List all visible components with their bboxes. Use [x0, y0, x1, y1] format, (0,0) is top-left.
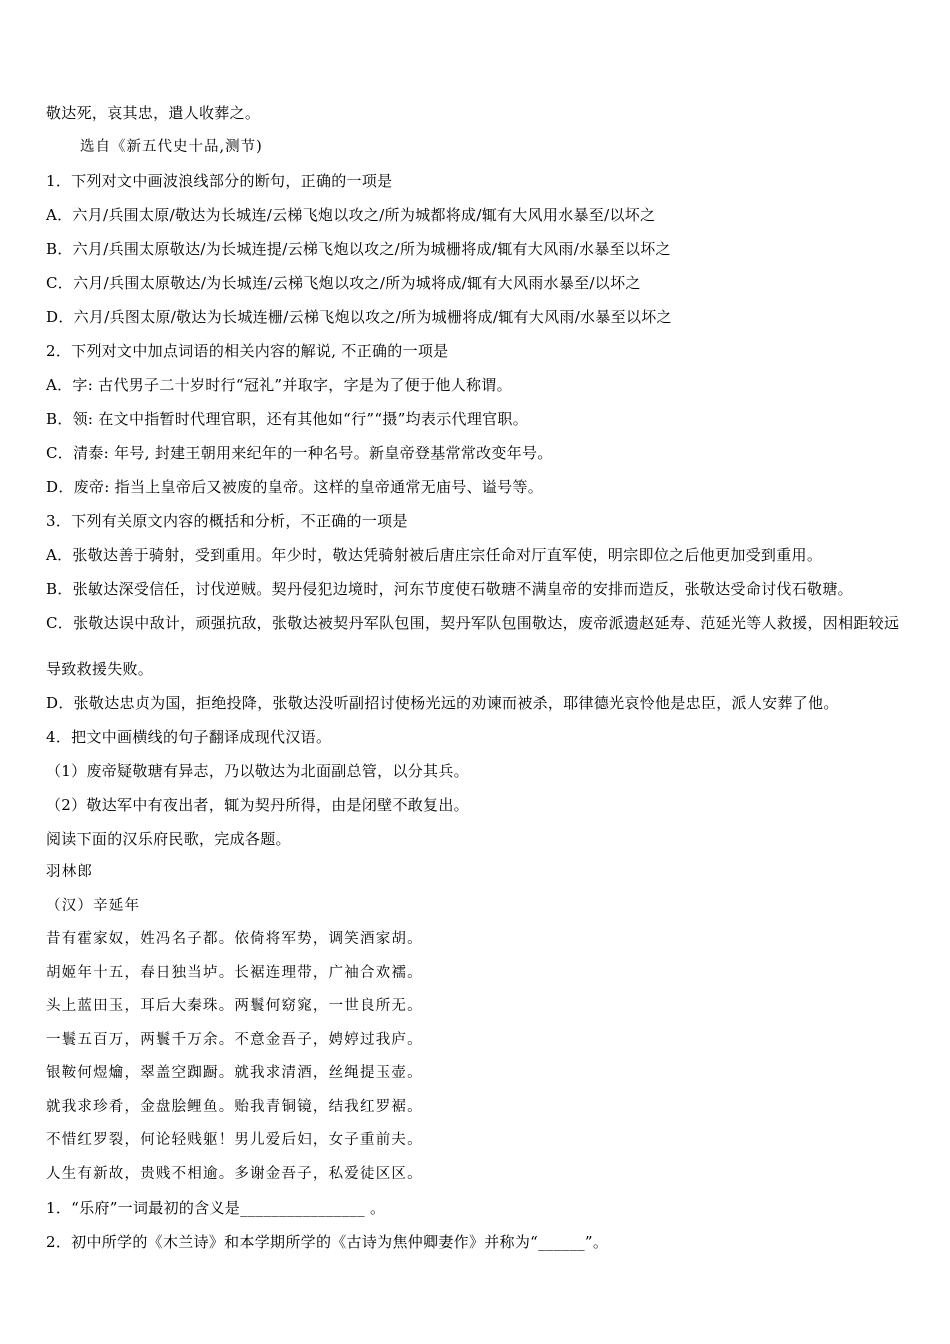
question-2-option-c: C．清泰: 年号, 封建王朝用来纪年的一种名号。新皇帝登基常常改变年号。: [46, 444, 553, 462]
poem-line: 头上蓝田玉，耳后大秦珠。两鬟何窈窕，一世良所无。: [46, 998, 423, 1014]
question-2-option-b: B．领: 在文中指暂时代理官职，还有其他如“行”“摄”均表示代理官职。: [46, 410, 529, 428]
poem-question-1: 1．“乐府”一词最初的含义是________________ 。: [46, 1199, 386, 1217]
poem-author: （汉）辛延年: [46, 897, 141, 914]
poem-line: 一鬟五百万，两鬟千万余。不意金吾子，娉婷过我庐。: [46, 1031, 423, 1048]
passage-source: 选自《新五代史十品,测节): [80, 139, 263, 155]
question-4-sentence-2: （2）敬达军中有夜出者，辄为契丹所得，由是闭壁不敢复出。: [46, 796, 469, 814]
question-3-option-b: B．张敏达深受信任，讨伐逆贼。契丹侵犯边境时，河东节度使石敬瑭不满皇帝的安排而造反，张敬达受命讨伐石敬瑭。: [46, 580, 853, 598]
question-3-stem: 3．下列有关原文内容的概括和分析，不正确的一项是: [46, 512, 408, 530]
poem-line: 银鞍何煜爚，翠盖空踟蹰。就我求清酒，丝绳提玉壶。: [46, 1065, 423, 1081]
question-4-stem: 4．把文中画横线的句子翻译成现代汉语。: [46, 728, 332, 746]
question-2-stem: 2．下列对文中加点词语的相关内容的解说, 不正确的一项是: [46, 342, 449, 360]
poem-line: 胡姬年十五，春日独当垆。长裾连理带，广袖合欢襦。: [46, 964, 423, 981]
poem-line: 不惜红罗裂，何论轻贱躯！男儿爱后妇，女子重前夫。: [46, 1132, 423, 1148]
question-1-stem: 1．下列对文中画波浪线部分的断句，正确的一项是: [46, 172, 393, 190]
question-1-option-a: A．六月/兵围太原/敬达为长城连/云梯飞炮以攻之/所为城都将成/辄有大风用水暴至/以坏之: [46, 206, 656, 224]
question-1-option-d: D．六月/兵图太原/敬达为长城连栅/云梯飞炮以攻之/所为城栅将成/辄有大风雨/水暴至以坏之: [46, 308, 672, 326]
question-3-option-c: C．张敬达误中敌计，顽强抗敌，张敬达被契丹军队包围，契丹军队包围敬达，废帝派遗赵延寿、范延光等人救援，因相距较远导致救援失败。: [46, 614, 900, 678]
poem-title: 羽林郎: [46, 864, 94, 880]
poem-line: 人生有新故，贵贱不相逾。多谢金吾子，私爱徒区区。: [46, 1165, 423, 1182]
question-4-sentence-1: （1）废帝疑敬瑭有异志，乃以敬达为北面副总管，以分其兵。: [46, 762, 469, 780]
passage-end-line: 敬达死，哀其忠，遣人收葬之。: [46, 104, 261, 122]
poem-instruction: 阅读下面的汉乐府民歌，完成各题。: [46, 830, 291, 848]
poem-line: 就我求珍肴，金盘脍鲤鱼。贻我青铜镜，结我红罗裾。: [46, 1098, 423, 1115]
poem-line: 昔有霍家奴，姓冯名子都。依倚将军势，调笑酒家胡。: [46, 931, 423, 947]
question-3-option-d: D．张敬达忠贞为国，拒绝投降，张敬达没听副招讨使杨光远的劝谏而被杀，耶律德光哀怜他是忠臣，派人安葬了他。: [46, 694, 839, 712]
question-1-option-b: B．六月/兵围太原敬达/为长城连提/云梯飞炮以攻之/所为城栅将成/辄有大风雨/水暴至以坏之: [46, 240, 671, 258]
question-3-option-a: A．张敬达善于骑射，受到重用。年少时，敬达凭骑射被后唐庄宗任命对厅直军使，明宗即位之后他更加受到重用。: [46, 546, 823, 564]
question-2-option-d: D．废帝: 指当上皇帝后又被废的皇帝。这样的皇帝通常无庙号、谥号等。: [46, 478, 544, 496]
poem-question-2: 2．初中所学的《木兰诗》和本学期所学的《古诗为焦仲卿妻作》并称为“______”。: [46, 1233, 609, 1251]
question-2-option-a: A．字: 古代男子二十岁时行“冠礼”并取字，字是为了便于他人称谓。: [46, 376, 512, 394]
question-1-option-c: C．六月/兵围太原敬达/为长城连/云梯飞炮以攻之/所为城将成/辄有大风雨水暴至/以坏之: [46, 274, 641, 292]
